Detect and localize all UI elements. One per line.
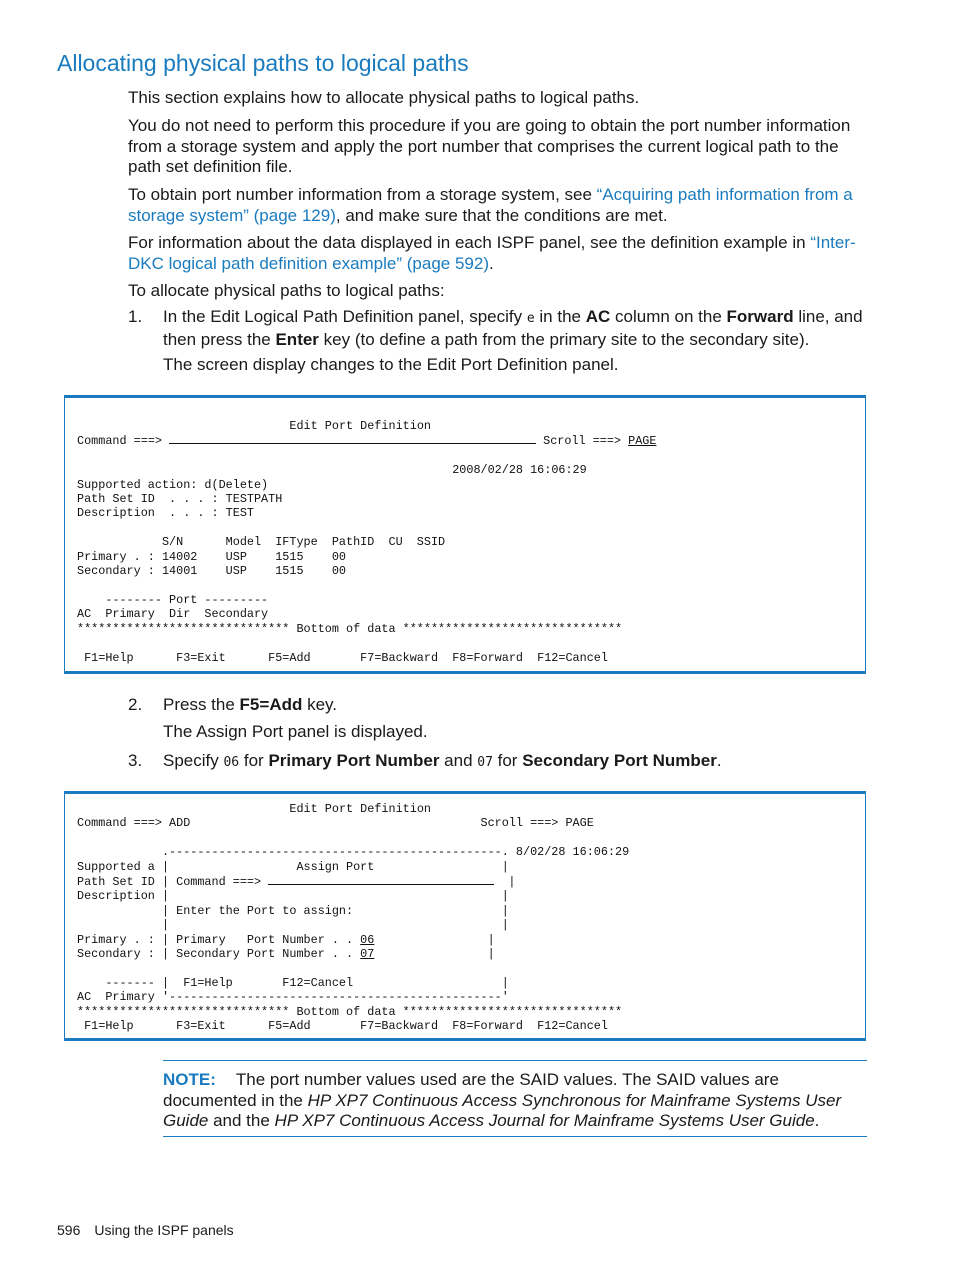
- step-2-number: 2.: [128, 695, 143, 714]
- step-2-part: Press the: [163, 695, 240, 714]
- secondary-port-label: Secondary : | Secondary Port Number . .: [77, 947, 361, 962]
- step-1-result: The screen display changes to the Edit Port Definition panel.: [163, 355, 619, 374]
- popup-title-line: Supported a | Assign Port |: [77, 859, 509, 874]
- command-label: Command ===>: [77, 434, 162, 449]
- step-1-part: key (to define a path from the primary site to the secondary site).: [318, 329, 810, 349]
- ac-header: AC Primary Dir Secondary: [77, 607, 269, 622]
- step-3-code-primary: 06: [223, 755, 240, 770]
- popup-command-label: Path Set ID | Command ===>: [77, 875, 269, 890]
- step-1-part: in the: [534, 307, 586, 326]
- popup-function-keys[interactable]: ------- | F1=Help F12=Cancel |: [77, 975, 509, 990]
- table-row: Secondary : 14001 USP 1515 00: [77, 564, 347, 579]
- inter-dkc-example-link[interactable]: “Inter-DKC logical path definition example” (page 592): [128, 233, 856, 273]
- scroll-value[interactable]: PAGE: [628, 434, 657, 449]
- step-1-code: e: [526, 311, 535, 326]
- step-3-code-secondary: 07: [477, 755, 493, 770]
- command-input[interactable]: [169, 433, 536, 444]
- note-guide-title: HP XP7 Continuous Access Synchronous for Mainframe Systems User Guide: [163, 1090, 842, 1130]
- port-header: -------- Port ---------: [77, 592, 269, 607]
- p3-text-after: , and make sure that the conditions are met.: [335, 205, 668, 225]
- step-1-part: line, and then press the: [163, 307, 863, 349]
- note-box: [163, 1060, 867, 1137]
- note-part: The port number values used are the SAID values. The SAID values are documented in the: [163, 1070, 779, 1110]
- screen-title-text: Edit Port Definition: [289, 802, 431, 816]
- step-3-text: [163, 751, 869, 774]
- step-3-bold-primary: Primary Port Number: [268, 751, 440, 770]
- step-1-number: 1.: [128, 307, 143, 326]
- section-heading: Allocating physical paths to logical paths: [57, 50, 469, 76]
- step-2-result: The Assign Port panel is displayed.: [163, 722, 428, 741]
- popup-border: |: [494, 875, 516, 890]
- step-1-part: In the Edit Logical Path Definition panel, specify: [163, 307, 527, 326]
- step-3-part: for: [239, 751, 269, 770]
- intro-paragraph: This section explains how to allocate physical paths to logical paths.: [128, 88, 640, 107]
- step-2-text: [163, 695, 869, 716]
- step-2-bold-f5: F5=Add: [239, 695, 303, 714]
- acquiring-path-link[interactable]: “Acquiring path information from a storage system” (page 129): [128, 185, 853, 225]
- step-1-bold-enter: Enter: [275, 329, 319, 349]
- footer-title: Using the ISPF panels: [94, 1222, 234, 1238]
- port-info-paragraph: [128, 185, 870, 226]
- command-line: Command ===> ADD Scroll ===> PAGE: [77, 816, 594, 831]
- screen-title: [77, 802, 431, 816]
- step-1-part: column on the: [610, 307, 727, 326]
- step-3-bold-secondary: Secondary Port Number: [522, 751, 717, 770]
- p4-text-before: For information about the data displayed in each ISPF panel, see the definition example in: [128, 233, 811, 252]
- terminal-text-screen-1: [77, 419, 656, 665]
- popup-border: |: [374, 947, 495, 962]
- step-2-part: key.: [302, 695, 337, 714]
- table-header: S/N Model IFType PathID CU SSID: [77, 535, 446, 550]
- bottom-of-data: ****************************** Bottom of data *******************************: [77, 621, 623, 636]
- step-3-part: .: [716, 751, 722, 770]
- step-3-part: Specify: [163, 751, 224, 770]
- page-number: 596: [57, 1222, 81, 1238]
- popup-line: Description | |: [77, 889, 509, 904]
- popup-top-border: .-----------------------------------------------. 8/02/28 16:06:29: [77, 845, 630, 860]
- bottom-of-data: ****************************** Bottom of data *******************************: [77, 1004, 623, 1019]
- note-paragraph: You do not need to perform this procedure if you are going to obtain the port number information from a storage system and apply the port number that comprises the current logical path to the path set definition file.: [128, 116, 851, 176]
- note-part: and the: [208, 1111, 275, 1130]
- note-guide-title: HP XP7 Continuous Access Journal for Mainframe Systems User Guide: [274, 1111, 815, 1130]
- popup-line: | |: [77, 918, 509, 933]
- p3-text-before: To obtain port number information from a storage system, see: [128, 185, 597, 204]
- supported-action: Supported action: d(Delete): [77, 477, 269, 492]
- step-1-bold-ac: AC: [585, 307, 611, 326]
- function-keys[interactable]: F1=Help F3=Exit F5=Add F7=Backward F8=Forward F12=Cancel: [77, 1019, 608, 1034]
- datetime: 2008/02/28 16:06:29: [452, 463, 587, 478]
- description: Description . . . : TEST: [77, 506, 254, 521]
- step-3-number: 3.: [128, 751, 143, 770]
- procedure-intro: To allocate physical paths to logical paths:: [128, 281, 445, 300]
- p4-text-after: .: [488, 253, 494, 273]
- page-footer: [57, 1222, 234, 1238]
- step-3-part: for: [492, 751, 523, 770]
- note-part: .: [814, 1111, 820, 1130]
- scroll-label: Scroll ===>: [543, 434, 622, 449]
- edit-port-definition-screen: [64, 395, 866, 674]
- note-text: [163, 1070, 867, 1132]
- function-keys[interactable]: F1=Help F3=Exit F5=Add F7=Backward F8=Forward F12=Cancel: [77, 650, 608, 665]
- step-1-text: [163, 307, 869, 350]
- popup-instruction: | Enter the Port to assign: |: [77, 903, 509, 918]
- assign-port-screen: [64, 791, 866, 1041]
- step-3-part: and: [439, 751, 478, 770]
- note-label: NOTE:: [163, 1070, 216, 1089]
- terminal-text-screen-2: [77, 802, 629, 1034]
- path-set-id: Path Set ID . . . : TESTPATH: [77, 492, 283, 507]
- ispf-info-paragraph: [128, 233, 870, 274]
- screen-title-text: Edit Port Definition: [289, 419, 431, 433]
- step-1-bold-forward: Forward: [726, 307, 794, 326]
- popup-command-input[interactable]: [268, 874, 494, 885]
- popup-border: |: [374, 932, 495, 947]
- secondary-port-field[interactable]: 07: [360, 947, 375, 962]
- primary-port-label: Primary . : | Primary Port Number . .: [77, 932, 361, 947]
- primary-port-field[interactable]: 06: [360, 932, 375, 947]
- table-row: Primary . : 14002 USP 1515 00: [77, 549, 347, 564]
- screen-title: [77, 419, 431, 433]
- popup-bottom-border: AC Primary '-----------------------------------------------': [77, 990, 509, 1005]
